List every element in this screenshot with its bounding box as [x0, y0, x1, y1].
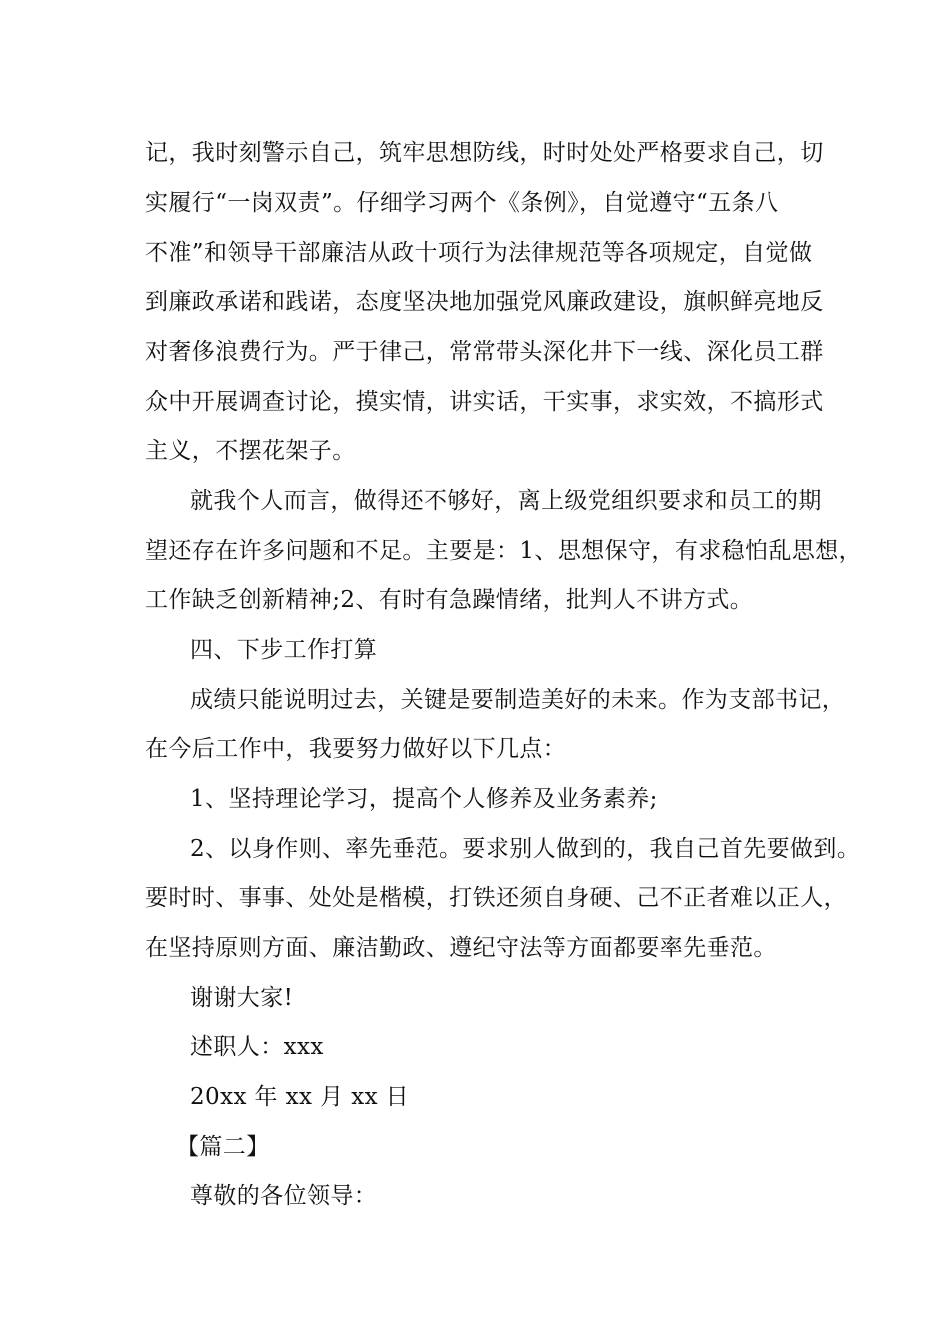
- list-item: 2、以身作则、率先垂范。要求别人做到的，我自己首先要做到。: [190, 836, 861, 862]
- text-line: 众中开展调查讨论，摸实情，讲实话，干实事，求实效，不搞形式: [145, 389, 824, 415]
- text-line: 在坚持原则方面、廉洁勤政、遵纪守法等方面都要率先垂范。: [145, 935, 777, 961]
- salutation: 尊敬的各位领导：: [190, 1183, 378, 1209]
- text-line: 工作缺乏创新精神;2、有时有急躁情绪，批判人不讲方式。: [145, 587, 754, 613]
- text-line: 对奢侈浪费行为。严于律己，常常带头深化井下一线、深化员工群: [145, 339, 824, 365]
- text-line: 成绩只能说明过去，关键是要制造美好的未来。作为支部书记，: [190, 687, 846, 713]
- text-line: 望还存在许多问题和不足。主要是：1、思想保守，有求稳怕乱思想，: [145, 538, 863, 564]
- text-line: 实履行“一岗双责”。仔细学习两个《条例》，自觉遵守“五条八: [145, 190, 779, 216]
- article-heading: 【篇二】: [176, 1134, 270, 1160]
- closing-thanks: 谢谢大家!: [190, 985, 294, 1011]
- text-line: 记，我时刻警示自己，筑牢思想防线，时时处处严格要求自己，切: [145, 140, 824, 166]
- text-line: 主义，不摆花架子。: [145, 438, 356, 464]
- section-heading: 四、下步工作打算: [190, 637, 378, 663]
- signature-line: 述职人：xxx: [190, 1034, 324, 1060]
- text-line: 到廉政承诺和践诺，态度坚决地加强党风廉政建设，旗帜鲜亮地反: [145, 289, 824, 315]
- text-line: 在今后工作中，我要努力做好以下几点：: [145, 736, 567, 762]
- text-line: 就我个人而言，做得还不够好，离上级党组织要求和员工的期: [190, 488, 822, 514]
- text-line: 不准”和领导干部廉洁从政十项行为法律规范等各项规定，自觉做: [145, 240, 813, 266]
- date-line: 20xx 年 xx 月 xx 日: [190, 1084, 410, 1110]
- list-item: 1、坚持理论学习，提高个人修养及业务素养;: [190, 786, 658, 812]
- text-line: 要时时、事事、处处是楷模，打铁还须自身硬、己不正者难以正人，: [145, 885, 847, 911]
